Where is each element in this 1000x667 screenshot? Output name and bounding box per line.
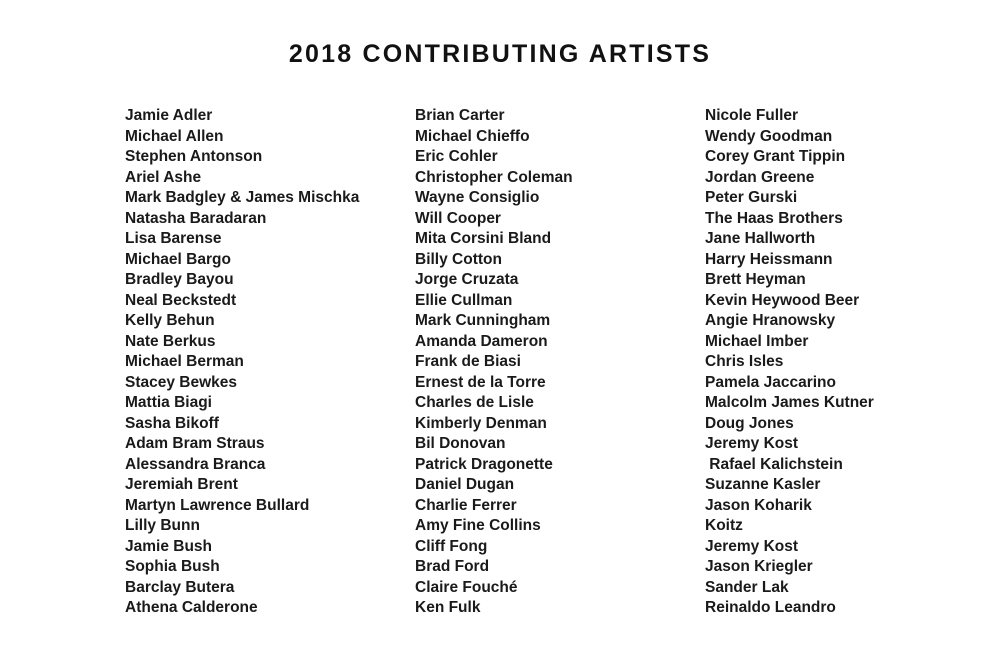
artist-name: Neal Beckstedt	[125, 291, 237, 309]
artist-column-2	[415, 106, 700, 619]
artist-name: Sasha Bikoff	[125, 414, 219, 432]
artist-name: Lilly Bunn	[125, 517, 200, 534]
artist-name: Will Cooper	[415, 209, 501, 227]
artist-name: Jason Kriegler	[705, 558, 813, 575]
artist-name: Kevin Heywood Beer	[705, 291, 860, 309]
artist-name: The Haas Brothers	[705, 209, 843, 227]
artist-name: Michael Imber	[705, 332, 809, 350]
artist-name: Charlie Ferrer	[415, 496, 517, 514]
artist-name: Bil Donovan	[415, 435, 506, 452]
artist-column-1	[125, 106, 410, 619]
artist-name: Nate Berkus	[125, 332, 216, 350]
artist-name: Rafael Kalichstein	[705, 455, 843, 473]
artist-name: Brad Ford	[415, 558, 490, 575]
artist-name: Ellie Cullman	[415, 291, 513, 309]
artist-name: Sander Lak	[705, 578, 789, 596]
artist-name: Michael Bargo	[125, 250, 231, 268]
artist-name: Natasha Baradaran	[125, 209, 267, 227]
artist-name: Ariel Ashe	[125, 168, 202, 186]
artist-name: Stephen Antonson	[125, 148, 263, 165]
artist-name: Michael Berman	[125, 353, 244, 370]
artist-name: Kimberly Denman	[415, 414, 547, 432]
artist-name: Mark Cunningham	[415, 312, 551, 329]
artist-name: Wayne Consiglio	[415, 189, 540, 206]
artist-name: Harry Heissmann	[705, 250, 833, 268]
artist-name: Peter Gurski	[705, 189, 798, 206]
artist-name: Alessandra Branca	[125, 455, 266, 473]
artist-name: Angie Hranowsky	[705, 312, 836, 329]
artist-name: Pamela Jaccarino	[705, 373, 836, 391]
artist-name: Mita Corsini Bland	[415, 230, 552, 247]
artist-name: Jamie Adler	[125, 107, 213, 124]
artist-name: Ernest de la Torre	[415, 373, 546, 391]
artist-name: Jordan Greene	[705, 168, 815, 186]
artist-name: Brett Heyman	[705, 271, 806, 288]
artist-name: Jorge Cruzata	[415, 271, 519, 288]
artist-name: Jeremy Kost	[705, 435, 799, 452]
artist-name: Barclay Butera	[125, 578, 235, 596]
artist-name: Ken Fulk	[415, 599, 481, 616]
artist-name: Koitz	[705, 517, 743, 534]
artist-name: Suzanne Kasler	[705, 476, 821, 493]
artist-name: Michael Chieffo	[415, 127, 530, 145]
artist-name: Brian Carter	[415, 107, 505, 124]
artist-name: Wendy Goodman	[705, 127, 833, 145]
artist-name: Jane Hallworth	[705, 230, 816, 247]
artist-name: Doug Jones	[705, 414, 794, 432]
artist-name: Christopher Coleman	[415, 168, 573, 186]
artist-name: Jamie Bush	[125, 537, 213, 555]
artist-name: Mark Badgley & James Mischka	[125, 189, 360, 206]
artist-name: Reinaldo Leandro	[705, 599, 836, 616]
artist-name: Charles de Lisle	[415, 394, 534, 411]
artist-name: Michael Allen	[125, 127, 224, 145]
artist-name: Lisa Barense	[125, 230, 222, 247]
artist-name: Bradley Bayou	[125, 271, 234, 288]
artist-name: Billy Cotton	[415, 250, 502, 268]
artist-name: Chris Isles	[705, 353, 784, 370]
artist-name: Daniel Dugan	[415, 476, 515, 493]
page-title: 2018 CONTRIBUTING ARTISTS	[288, 40, 712, 68]
artist-name: Frank de Biasi	[415, 353, 521, 370]
artist-name: Sophia Bush	[125, 558, 220, 575]
artist-name: Patrick Dragonette	[415, 455, 553, 473]
artist-name: Amanda Dameron	[415, 332, 548, 350]
artist-name: Amy Fine Collins	[415, 517, 541, 534]
artist-name: Kelly Behun	[125, 312, 215, 329]
artist-name: Nicole Fuller	[705, 107, 799, 124]
artist-name: Mattia Biagi	[125, 394, 212, 411]
artist-name: Jeremiah Brent	[125, 476, 238, 493]
artist-name: Jason Koharik	[705, 496, 812, 514]
artist-name: Corey Grant Tippin	[705, 148, 846, 165]
artist-name: Athena Calderone	[125, 599, 258, 616]
artist-name: Stacey Bewkes	[125, 373, 238, 391]
artist-name: Malcolm James Kutner	[705, 394, 874, 411]
artist-column-3	[705, 106, 990, 619]
artist-name: Claire Fouché	[415, 578, 518, 596]
artist-name: Jeremy Kost	[705, 537, 799, 555]
artist-name: Adam Bram Straus	[125, 435, 265, 452]
artist-name: Cliff Fong	[415, 537, 488, 555]
artist-name: Martyn Lawrence Bullard	[125, 496, 310, 514]
artist-name: Eric Cohler	[415, 148, 498, 165]
